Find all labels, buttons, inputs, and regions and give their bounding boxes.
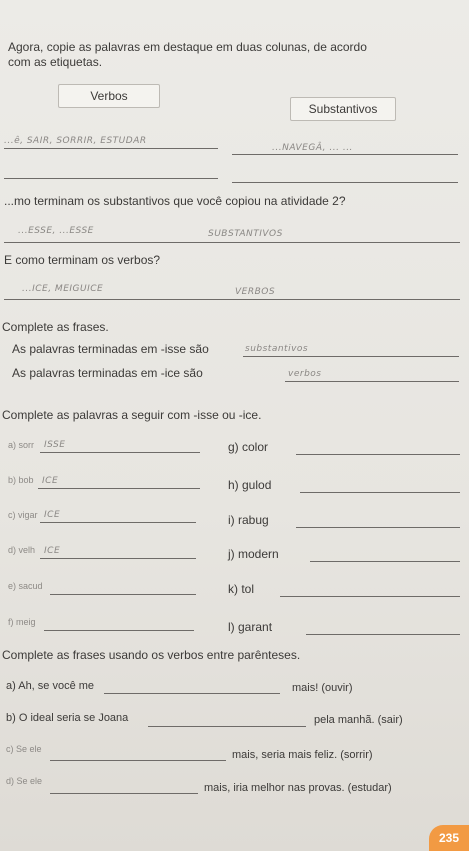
word-e: e) sacud (8, 581, 43, 591)
substantivos-answer: ...NAVEGÂ, ... ... (272, 143, 353, 153)
answer-substantivos-1: ...ESSE, ...ESSE (18, 226, 94, 236)
answer-substantivos-2: SUBSTANTIVOS (208, 229, 283, 239)
word-a-line (40, 452, 200, 453)
answer-line-2 (4, 299, 460, 300)
word-h: h) gulod (228, 478, 272, 492)
question-verbos: E como terminam os verbos? (4, 253, 161, 267)
verbos-answer: ...ê, SAIR, SORRIR, ESTUDAR (4, 136, 147, 146)
label-verbos: Verbos (58, 84, 160, 108)
answer-verbos-1: ...ICE, MEIGUICE (22, 284, 104, 294)
word-d-line (40, 558, 196, 559)
word-h-line (300, 492, 460, 493)
sentence-ice: As palavras terminadas em -ice são (12, 366, 203, 380)
frase-d-start: d) Se ele (6, 776, 43, 786)
frase-b-end: pela manhã. (sair) (314, 714, 403, 726)
frase-a-end: mais! (ouvir) (292, 682, 353, 694)
substantivos-line-2 (232, 182, 458, 183)
frase-a-line (104, 693, 280, 694)
word-i-line (296, 527, 460, 528)
frase-c-start: c) Se ele (6, 744, 42, 754)
frase-c-line (50, 760, 226, 761)
answer-line-1 (4, 242, 460, 243)
word-c-line (40, 522, 196, 523)
isse-answer: substantivos (245, 344, 309, 354)
frase-d-end: mais, iria melhor nas provas. (estudar) (204, 782, 392, 794)
word-f-line (44, 630, 194, 631)
word-a-answer: ISSE (44, 440, 66, 450)
word-g-line (296, 454, 460, 455)
word-b-answer: ICE (42, 476, 59, 486)
page-number: 235 (429, 825, 469, 851)
complete3-title: Complete as frases usando os verbos entre parênteses. (2, 648, 301, 662)
answer-verbos-2: VERBOS (235, 287, 276, 297)
isse-line (243, 356, 459, 357)
intro-line-1: Agora, copie as palavras em destaque em duas colunas, de acordo (8, 40, 367, 54)
verbos-line-2 (4, 178, 218, 179)
word-l: l) garant (228, 620, 273, 634)
word-l-line (306, 634, 460, 635)
frase-b-line (148, 726, 306, 727)
complete-title: Complete as frases. (2, 320, 109, 334)
complete2-title: Complete as palavras a seguir com -isse ou -ice. (2, 408, 262, 422)
word-j: j) modern (228, 547, 279, 561)
word-c-answer: ICE (44, 510, 61, 520)
word-f: f) meig (8, 617, 36, 627)
sentence-isse: As palavras terminadas em -isse são (12, 342, 209, 356)
word-c: c) vigar (8, 510, 38, 520)
word-e-line (50, 594, 196, 595)
word-b: b) bob (8, 475, 34, 485)
frase-d-line (50, 793, 198, 794)
intro-line-2: com as etiquetas. (8, 55, 103, 69)
ice-line (285, 381, 459, 382)
word-b-line (38, 488, 200, 489)
word-k: k) tol (228, 582, 255, 596)
word-g: g) color (228, 440, 269, 454)
question-substantivos: ...mo terminam os substantivos que você copiou na atividade 2? (4, 194, 346, 208)
word-j-line (310, 561, 460, 562)
ice-answer: verbos (288, 369, 322, 379)
frase-c-end: mais, seria mais feliz. (sorrir) (232, 749, 373, 761)
word-i: i) rabug (228, 513, 269, 527)
frase-b-start: b) O ideal seria se Joana (6, 712, 129, 724)
label-substantivos: Substantivos (290, 97, 396, 121)
frase-a-start: a) Ah, se você me (6, 680, 95, 692)
word-d-answer: ICE (44, 546, 61, 556)
word-a: a) sorr (8, 440, 35, 450)
substantivos-line-1 (232, 154, 458, 155)
verbos-line-1 (4, 148, 218, 149)
word-d: d) velh (8, 545, 36, 555)
word-k-line (280, 596, 460, 597)
